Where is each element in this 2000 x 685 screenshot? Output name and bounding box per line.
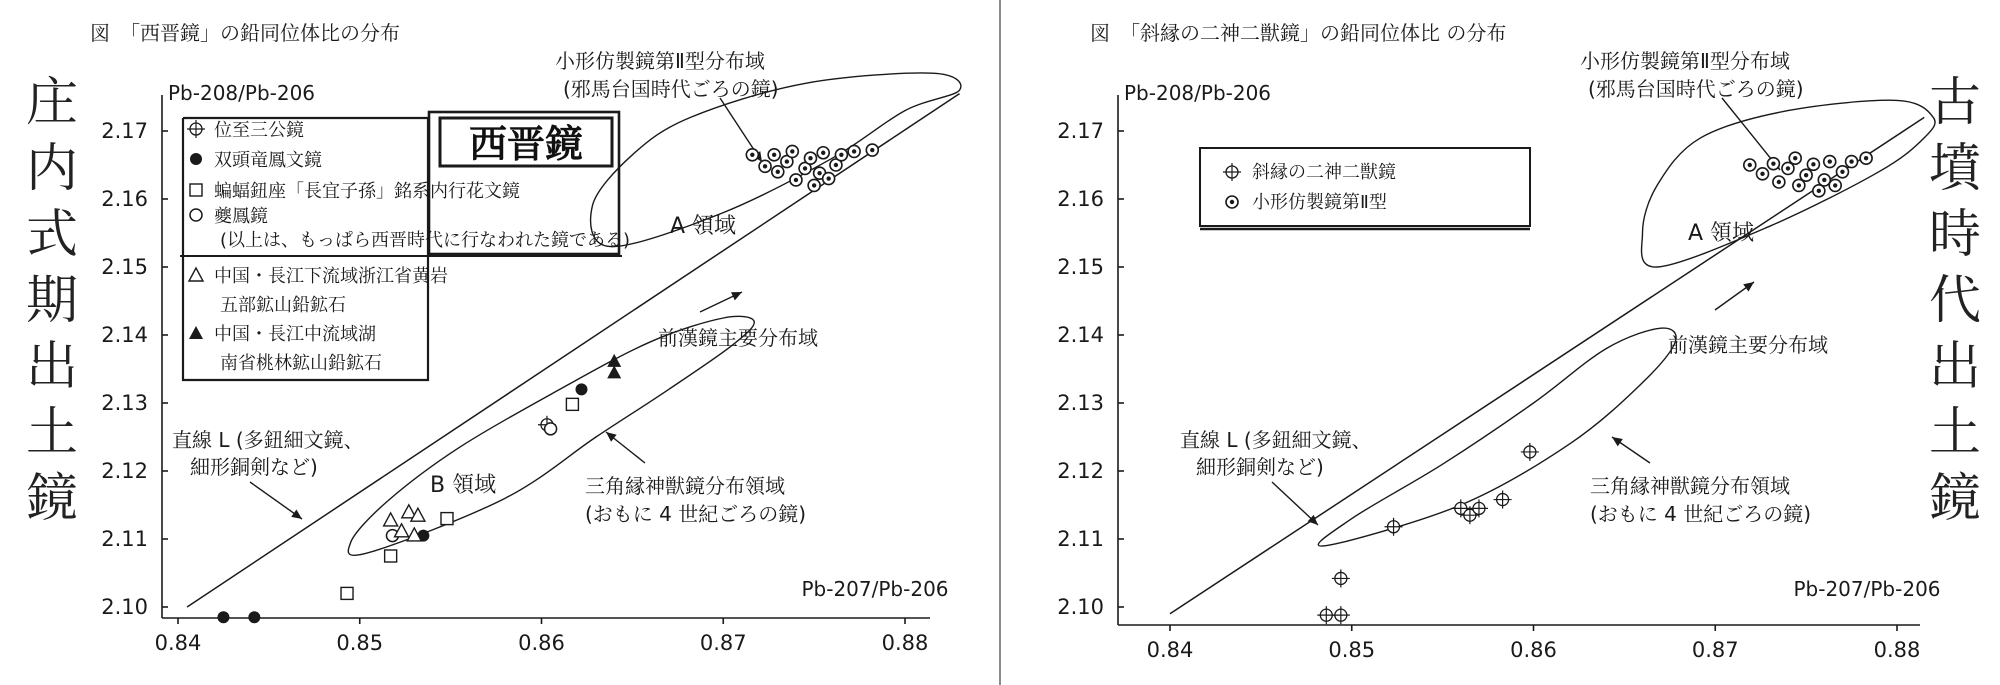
y-tick-label: 2.13: [1057, 391, 1104, 415]
data-point-dot: [1797, 183, 1801, 187]
y-tick-label: 2.11: [101, 527, 148, 551]
data-point: [1789, 152, 1801, 164]
y-tick-label: 2.12: [1057, 459, 1104, 483]
data-point: [768, 149, 780, 161]
y-tick-label: 2.11: [1057, 527, 1104, 551]
data-point: [341, 587, 353, 599]
side-caption-char: 出: [1928, 337, 1982, 397]
data-point: [823, 173, 835, 185]
legend-label: 五部鉱山鉛鉱石: [220, 295, 346, 316]
data-point-dot: [794, 178, 798, 182]
legend-label: (以上は、もっぱら西晋時代に行なわれた鏡である): [220, 230, 631, 251]
y-tick-label: 2.14: [101, 323, 148, 347]
line-l-note: 細形銅剣など): [190, 455, 318, 479]
data-point-dot: [839, 153, 843, 157]
data-point-dot: [1811, 162, 1815, 166]
data-point-dot: [821, 151, 825, 155]
y-tick-label: 2.13: [101, 391, 148, 415]
legend-label: 双頭竜鳳文鏡: [214, 150, 322, 171]
y-tick-label: 2.17: [1057, 119, 1104, 143]
x-tick-label: 0.88: [881, 631, 929, 655]
data-point-dot: [1849, 159, 1853, 163]
data-point: [1757, 168, 1769, 180]
legend-label: 蝙蝠鈕座「長宜子孫」銘系内行花文鏡: [214, 181, 520, 202]
data-point: [248, 611, 260, 623]
data-point-dot: [1828, 159, 1832, 163]
data-point: [1385, 518, 1403, 536]
data-point-dot: [1817, 189, 1821, 193]
small-mirror-region-label: 小形仿製鏡第Ⅱ型分布域: [555, 49, 765, 73]
data-point: [1818, 174, 1830, 186]
y-tick-label: 2.15: [1057, 255, 1104, 279]
side-caption-char: 出: [25, 337, 79, 397]
former-han-label: 前漢鏡主要分布域: [658, 326, 818, 350]
data-point-dot: [1840, 170, 1844, 174]
data-point-dot: [834, 163, 838, 167]
line-l-label: 直線 L (多鈕細文鏡、: [172, 428, 364, 452]
data-point-dot: [1833, 183, 1837, 187]
data-point-dot: [1771, 161, 1775, 165]
region-b-label: B 領域: [430, 473, 497, 498]
side-caption-char: 鏡: [1928, 469, 1982, 529]
small-mirror-region-label: 小形仿製鏡第Ⅱ型分布域: [1580, 49, 1790, 73]
data-point-dot: [1748, 163, 1752, 167]
data-point-dot: [772, 153, 776, 157]
legend-marker: [1226, 196, 1238, 208]
data-point: [817, 147, 829, 159]
arrow-former-han-head: [1743, 282, 1754, 292]
data-point-dot: [1777, 180, 1781, 184]
legend-label: 中国・長江中流域湖: [214, 324, 376, 345]
side-caption-char: 墳: [1928, 139, 1982, 199]
side-caption-char: 古: [1928, 73, 1982, 133]
x-tick-label: 0.88: [1873, 638, 1921, 662]
data-point: [746, 149, 758, 161]
x-tick-label: 0.84: [1146, 638, 1194, 662]
data-point-dot: [812, 183, 816, 187]
data-point-dot: [1864, 156, 1868, 160]
small-mirror-region-note: (邪馬台国時代ごろの鏡): [1588, 77, 1804, 101]
side-caption-char: 式: [25, 205, 79, 265]
arrow-line-l: [250, 482, 302, 519]
data-point-dot: [763, 164, 767, 168]
triangle-rim-label: 三角縁神獣鏡分布領域: [1590, 474, 1790, 498]
arrow-triangle-rim-head: [606, 432, 617, 442]
legend-marker: [190, 184, 202, 196]
data-point: [441, 513, 453, 525]
triangle-rim-note: (おもに 4 世紀ごろの鏡): [1590, 502, 1812, 526]
data-point: [607, 365, 621, 378]
data-point-dot: [1804, 173, 1808, 177]
arrow-line-l: [1272, 482, 1318, 525]
data-point: [1807, 158, 1819, 170]
x-tick-label: 0.86: [1510, 638, 1557, 662]
y-axis-label: Pb-208/Pb-206: [168, 81, 316, 105]
region-a-label: A 領域: [670, 214, 737, 239]
arrow-former-han: [700, 292, 742, 312]
x-tick-label: 0.85: [336, 631, 384, 655]
legend-marker: [189, 268, 203, 281]
arrow-triangle-rim-head: [1612, 437, 1623, 446]
arrow-former-han: [1715, 282, 1754, 310]
arrow-line-l-head: [291, 510, 302, 519]
chart-title: 図 「斜縁の二神二獣鏡」の鉛同位体比 の分布: [1090, 21, 1507, 45]
data-point: [1800, 169, 1812, 181]
data-point: [385, 550, 397, 562]
x-axis-label: Pb-207/Pb-206: [1793, 577, 1941, 601]
region-a-label: A 領域: [1688, 221, 1755, 246]
data-point: [804, 152, 816, 164]
legend-marker: [187, 120, 205, 138]
x-axis-label: Pb-207/Pb-206: [801, 577, 949, 601]
small-mirror-region-note: (邪馬台国時代ごろの鏡): [563, 77, 779, 101]
legend-label: 南省桃林鉱山鉛鉱石: [220, 353, 382, 374]
legend-label: 小形仿製鏡第Ⅱ型: [1252, 192, 1387, 213]
data-point: [835, 149, 847, 161]
data-point: [1846, 156, 1858, 168]
data-point-dot: [826, 176, 830, 180]
x-tick-label: 0.84: [154, 631, 202, 655]
data-point-dot: [803, 166, 807, 170]
data-point-dot: [1822, 178, 1826, 182]
y-tick-label: 2.10: [1057, 595, 1104, 619]
triangle-rim-note: (おもに 4 世紀ごろの鏡): [585, 502, 807, 526]
data-point-dot: [808, 156, 812, 160]
legend-marker-dot: [1230, 200, 1234, 204]
data-point: [1744, 159, 1756, 171]
data-point-dot: [790, 149, 794, 153]
data-point-dot: [776, 170, 780, 174]
y-tick-label: 2.16: [1057, 187, 1104, 211]
data-point: [848, 145, 860, 157]
side-caption-char: 期: [25, 271, 79, 331]
data-point-dot: [1786, 166, 1790, 170]
x-tick-label: 0.87: [699, 631, 747, 655]
data-point: [1332, 606, 1350, 624]
data-point: [1494, 491, 1512, 509]
data-point: [1860, 152, 1872, 164]
x-tick-label: 0.87: [1691, 638, 1739, 662]
legend-label: 夔鳳鏡: [214, 206, 268, 227]
data-point: [759, 160, 771, 172]
former-han-label: 前漢鏡主要分布域: [1668, 333, 1828, 357]
y-tick-label: 2.15: [101, 255, 148, 279]
stamp-label: 西晋鏡: [468, 121, 584, 166]
data-point: [1332, 569, 1350, 587]
data-point-dot: [817, 171, 821, 175]
data-point: [1836, 166, 1848, 178]
data-point: [1521, 443, 1539, 461]
side-caption-char: 内: [25, 139, 79, 199]
chart-left: [26, 21, 961, 655]
y-tick-label: 2.17: [101, 119, 148, 143]
data-point: [866, 144, 878, 156]
x-tick-label: 0.86: [518, 631, 565, 655]
legend-box: [1200, 148, 1530, 226]
region-a-outline: [1642, 100, 1936, 267]
y-axis-label: Pb-208/Pb-206: [1124, 81, 1272, 105]
side-caption-char: 土: [25, 403, 79, 463]
triangle-rim-label: 三角縁神獣鏡分布領域: [585, 474, 785, 498]
arrow-triangle-rim: [1612, 437, 1650, 463]
data-point: [607, 354, 621, 367]
legend-label: 位至三公鏡: [214, 120, 304, 141]
data-point-dot: [1760, 172, 1764, 176]
data-point-dot: [785, 159, 789, 163]
legend-marker: [1223, 163, 1241, 181]
side-caption-char: 土: [1928, 403, 1982, 463]
data-point: [575, 383, 587, 395]
data-point-dot: [852, 149, 856, 153]
legend-label: 中国・長江下流域浙江省黄岩: [214, 266, 448, 287]
data-point: [217, 611, 229, 623]
legend-marker: [190, 153, 202, 165]
data-point-dot: [750, 153, 754, 157]
data-point: [545, 423, 557, 435]
side-caption: [26, 73, 78, 529]
data-point: [1773, 176, 1785, 188]
x-tick-label: 0.85: [1328, 638, 1376, 662]
data-point: [772, 166, 784, 178]
data-point: [566, 398, 578, 410]
data-point: [808, 179, 820, 191]
side-caption-char: 鏡: [25, 469, 79, 529]
data-point: [1824, 156, 1836, 168]
side-caption: [1929, 73, 1985, 529]
data-point: [786, 145, 798, 157]
line-l-note: 細形銅剣など): [1196, 455, 1324, 479]
y-tick-label: 2.10: [101, 595, 148, 619]
data-point: [1767, 158, 1779, 170]
data-point-dot: [870, 148, 874, 152]
legend-label: 斜縁の二神二獣鏡: [1252, 162, 1396, 183]
side-caption-char: 庄: [25, 73, 79, 133]
chart-title: 図 「西晋鏡」の鉛同位体比の分布: [90, 21, 400, 45]
data-point: [1829, 179, 1841, 191]
legend-marker: [189, 326, 203, 339]
legend-marker: [190, 209, 202, 221]
chart-right: [1057, 21, 1985, 662]
arrow-triangle-rim: [606, 432, 645, 463]
y-tick-label: 2.14: [1057, 323, 1104, 347]
data-point: [790, 174, 802, 186]
y-tick-label: 2.16: [101, 187, 148, 211]
line-l-label: 直線 L (多鈕細文鏡、: [1180, 428, 1372, 452]
data-point: [384, 513, 398, 526]
y-tick-label: 2.12: [101, 459, 148, 483]
data-point-dot: [1793, 156, 1797, 160]
side-caption-char: 時: [1928, 205, 1982, 265]
side-caption-char: 代: [1928, 271, 1982, 331]
